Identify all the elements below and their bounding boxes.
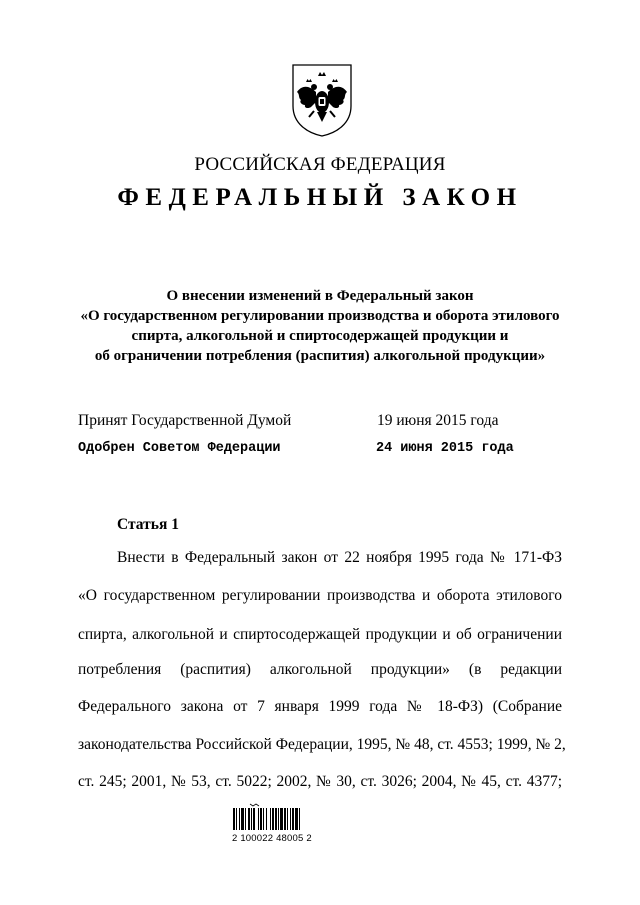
article-text-line: «О государственном регулировании производства и оборота этилового [78,587,562,604]
barcode-icon [232,802,316,832]
law-title-line: спирта, алкогольной и спиртосодержащей продукции и [131,328,509,344]
article-text-line: Федерального закона от 7 января 1999 года № 18-ФЗ) (Собрание [78,698,562,715]
law-title-line: О внесении изменений в Федеральный закон [166,288,474,304]
document-type: ФЕДЕРАЛЬНЫЙ ЗАКОН [117,184,523,211]
article-text-line: ст. 245; 2001, № 53, ст. 5022; 2002, № 30, ст. 3026; 2004, № 45, ст. 4377; [78,773,562,790]
duma-adoption-date: 19 июня 2015 года [377,412,499,429]
barcode-block [232,802,316,848]
law-title [60,286,580,366]
article-text-line: Внести в Федеральный закон от 22 ноября 1995 года № 171-ФЗ [117,549,562,566]
article-text-line: спирта, алкогольной и спиртосодержащей продукции и об ограничении [78,626,562,643]
law-title-line: «О государственном регулировании производства и оборота этилового [80,308,560,324]
council-approval-date: 24 июня 2015 года [376,441,514,456]
council-approval-label: Одобрен Советом Федерации [78,441,281,456]
country-name: РОССИЙСКАЯ ФЕДЕРАЦИЯ [194,154,446,175]
article-heading: Статья 1 [117,516,179,533]
article-text-line: потребления (распития) алкогольной продукции» (в редакции [78,661,562,678]
duma-adoption-label: Принят Государственной Думой [78,412,292,429]
law-title-line: об ограничении потребления (распития) алкогольной продукции» [94,348,546,364]
barcode-number: 2 100022 48005 2 [232,833,312,844]
coat-of-arms-icon [290,62,354,138]
article-text-line: законодательства Российской Федерации, 1995, № 48, ст. 4553; 1999, № 2, [78,736,566,753]
